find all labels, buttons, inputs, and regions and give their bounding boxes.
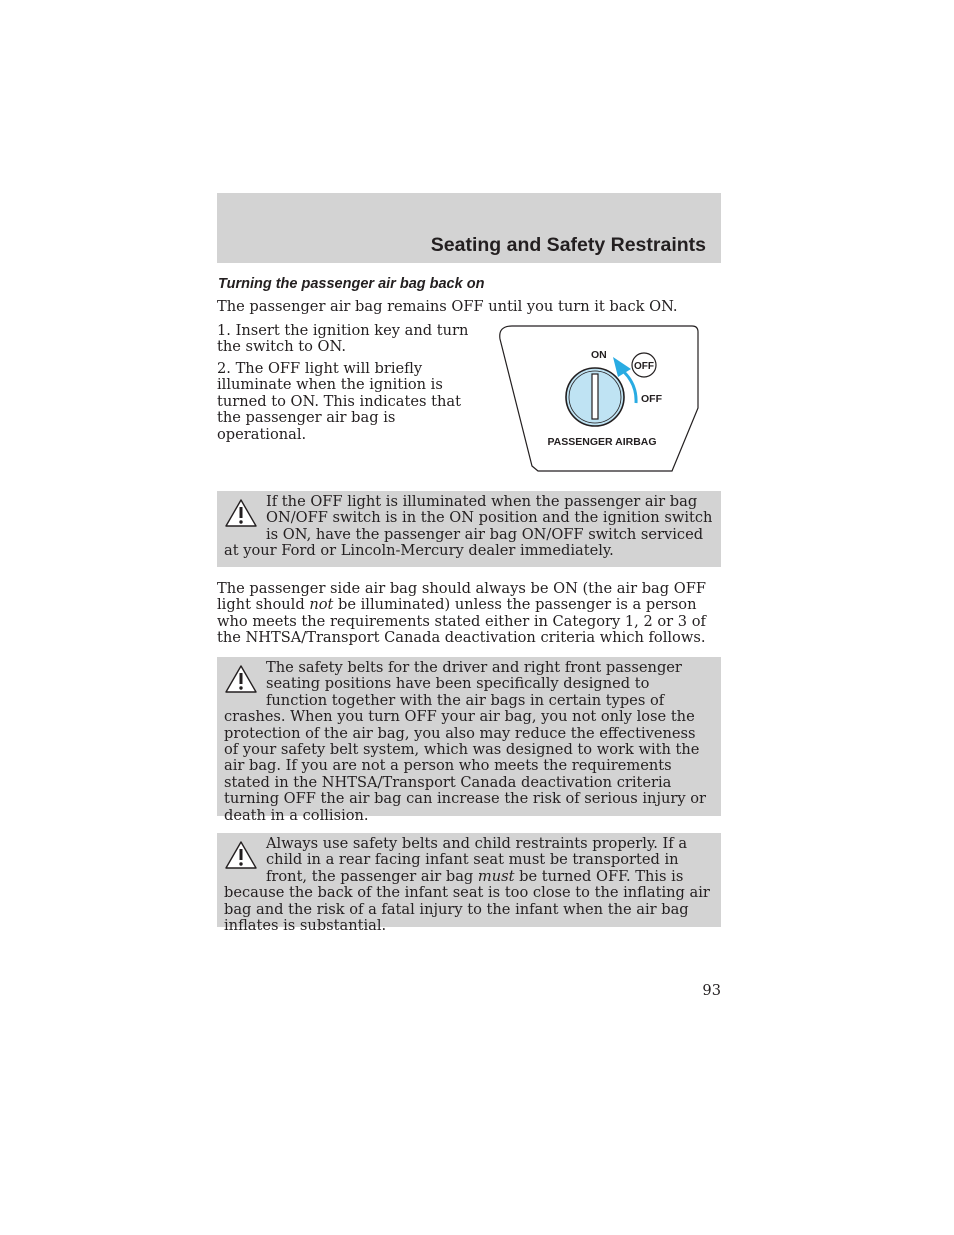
warning-triangle-icon	[224, 664, 258, 694]
warning-2-text: The safety belts for the driver and right front passenger seating positions have been specifically designed to function together with the air bags in certain types of crashes. When you turn OFF your air bag, you not only lose the protection of the air bag, you also may reduce the effectiveness of your safety belt system, which was designed to work with the air bag. If you are not a person who meets the requirements stated in the NHTSA/Transport Canada deactivation criteria turning OFF the air bag can increase the risk of serious injury or death in a collision.	[224, 659, 706, 824]
warning-text-part: Always use safety belts and child restraints properly. If a child in a rear facing infant seat must be transported in front, the passenger air bag	[266, 835, 688, 885]
label-on: ON	[591, 349, 607, 361]
label-off: OFF	[641, 393, 662, 405]
warning-text-part: be turned OFF. This is because the back of the infant seat is too close to the inflating air bag and the risk of a fatal injury to the infant when the air bag inflates is substantial.	[224, 867, 710, 935]
paragraph-text-part: be illuminated) unless the passenger is a person who meets the requirements stated either in Category 1, 2 or 3 of the NHTSA/Transport Canada deactivation criteria which follows.	[217, 596, 706, 647]
intro-paragraph: The passenger air bag remains OFF until you turn it back ON.	[217, 298, 678, 315]
warning-1-text: If the OFF light is illuminated when the passenger air bag ON/OFF switch is in the ON position and the ignition switch is ON, have the passenger air bag ON/OFF switch serviced at your Ford or Lincoln-Mercury dealer immediately.	[224, 493, 713, 560]
paragraph-emphasis: not	[309, 596, 334, 614]
paragraph-text-part: The passenger side air bag should always be ON (the air bag OFF light should	[217, 580, 706, 614]
step-2-text: 2. The OFF light will briefly illuminate when the ignition is turned to ON. This indicates that the passenger air bag is operational.	[217, 360, 461, 443]
key-slot	[592, 374, 598, 419]
page-title: Seating and Safety Restraints	[430, 234, 706, 256]
page-number: 93	[702, 982, 721, 999]
warning-emphasis: must	[477, 867, 515, 885]
section-heading: Turning the passenger air bag back on	[218, 276, 485, 292]
label-passenger-airbag: PASSENGER AIRBAG	[547, 436, 657, 448]
off-lamp-label: OFF	[634, 361, 654, 372]
warning-3-text	[224, 836, 713, 934]
warning-box-3	[217, 833, 721, 935]
warning-triangle-icon	[224, 498, 258, 528]
warning-box-2	[217, 657, 721, 824]
step-1-text: 1. Insert the ignition key and turn the switch to ON.	[217, 322, 469, 356]
airbag-switch-diagram	[498, 325, 702, 473]
warning-box-1	[217, 491, 721, 567]
warning-triangle-icon	[224, 840, 258, 870]
deactivation-paragraph	[217, 581, 722, 647]
airbag-switch-illustration	[498, 325, 702, 473]
header-bar	[217, 193, 721, 263]
